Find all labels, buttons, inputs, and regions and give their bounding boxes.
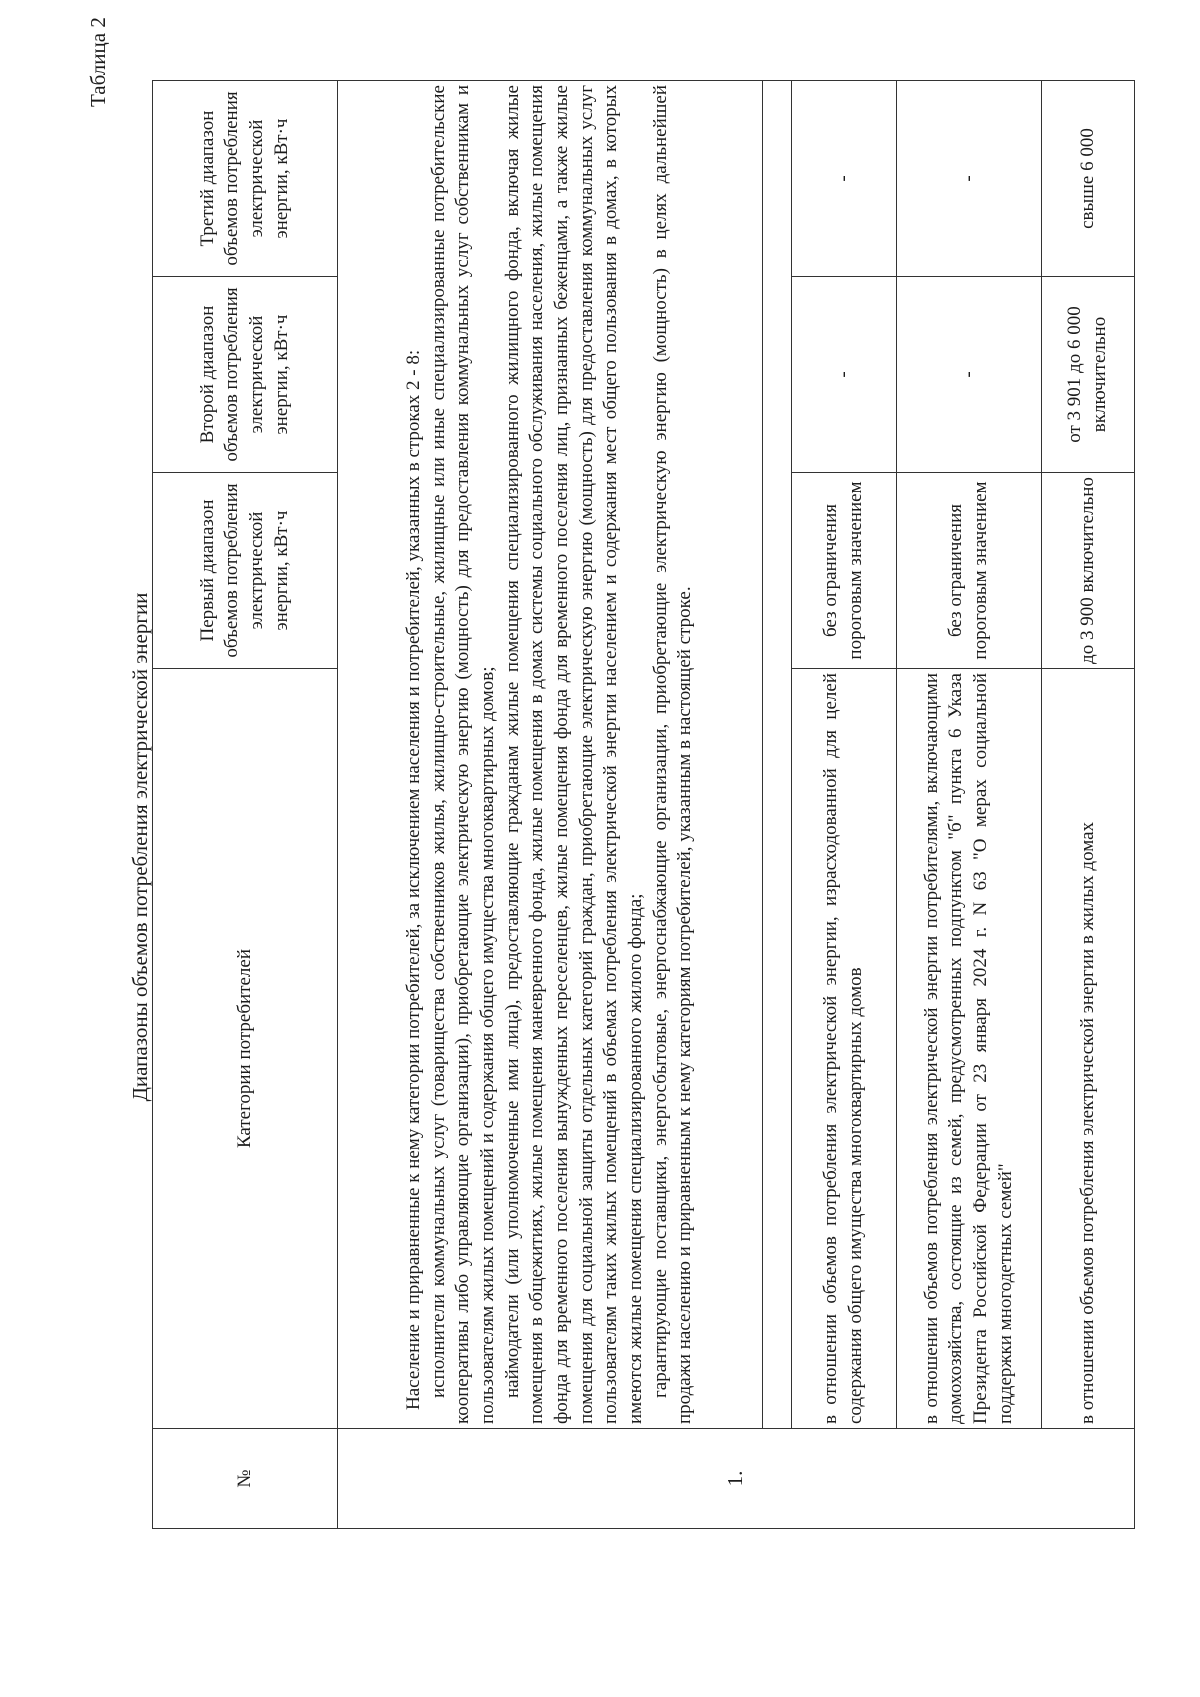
range-1-value: без ограничения пороговым значением <box>792 473 897 669</box>
subcategory-text: в отношении объемов потребления электрической энергии потребителями, включающими домохозяйства, состоящие из семей, предусмотренных подпунктом "б" пункта 6 Указа Президента Российской Федерации от 23 января 2024 г. N 63 "О мерах социальной поддержки многодетных семей" <box>897 669 1042 1429</box>
category-description <box>338 81 763 1429</box>
header-row <box>153 81 338 1529</box>
range-2-value: - <box>792 277 897 473</box>
range-3-value: - <box>792 81 897 277</box>
range-3-value: свыше 6 000 <box>1042 81 1135 277</box>
range-1-value: без ограничения пороговым значением <box>897 473 1042 669</box>
header-range-1: Первый диапазон объемов потребления электрической энергии, кВт·ч <box>153 473 338 669</box>
spacer-cell <box>763 81 792 1429</box>
range-2-value: от 3 901 до 6 000 включительно <box>1042 277 1135 473</box>
category-paragraph: наймодатели (или уполномоченные ими лица), предоставляющие гражданам жилые помещения специализированного жилищного фонда, включая жилые помещения в общежитиях, жилые помещения маневренного фонда, жилые помещения в домах системы социального обслуживания населения, жилые помещения фонда для временного поселения вынужденных переселенцев, жилые помещения фонда для временного поселения лиц, признанных беженцами, а также жилые помещения для социальной защиты отдельных категорий граждан, приобретающие электрическую энергию (мощность) для предоставления коммунальных услуг пользователям таких жилых помещений в объемах потребления электрической энергии населением и содержания мест общего пользования в домах, в которых имеются жилые помещения специализированного жилого фонда; <box>501 85 647 1424</box>
table-title: Диапазоны объемов потребления электрической энергии <box>128 592 152 1102</box>
range-3-value: - <box>897 81 1042 277</box>
range-2-value: - <box>897 277 1042 473</box>
table-label: Таблица 2 <box>86 17 110 107</box>
header-number: № <box>153 1429 338 1529</box>
subcategory-text: в отношении объемов потребления электрической энергии, израсходованной для целей содержания общего имущества многоквартирных домов <box>792 669 897 1429</box>
header-category: Категории потребителей <box>153 669 338 1429</box>
category-paragraph: исполнители коммунальных услуг (товарищества собственников жилья, жилищно-строительные, жилищные или иные специализированные потребительские кооперативы либо управляющие организации), приобретающие электрическую энергию (мощность) для предоставления коммунальных услуг собственникам и пользователям жилых помещений и содержания общего имущества многоквартирных домов; <box>427 85 498 1424</box>
consumption-ranges-table <box>152 80 1135 1529</box>
table-row <box>338 81 763 1529</box>
table-row <box>792 81 897 1529</box>
row-number: 1. <box>338 1429 1135 1529</box>
spacer-row <box>763 81 792 1529</box>
table-row <box>1042 81 1135 1529</box>
header-range-2: Второй диапазон объемов потребления электрической энергии, кВт·ч <box>153 277 338 473</box>
header-range-3: Третий диапазон объемов потребления электрической энергии, кВт·ч <box>153 81 338 277</box>
category-paragraph: Население и приравненные к нему категории потребителей, за исключением населения и потребителей, указанных в строках 2 - 8: <box>402 349 424 1410</box>
table-row <box>897 81 1042 1529</box>
range-1-value: до 3 900 включительно <box>1042 473 1135 669</box>
subcategory-text: в отношении объемов потребления электрической энергии в жилых домах <box>1042 669 1135 1429</box>
category-paragraph: гарантирующие поставщики, энергосбытовые, энергоснабжающие организации, приобретающие электрическую энергию (мощность) в целях дальнейшей продажи населению и приравненным к нему категориям потребителей, указанным в настоящей строке. <box>649 85 696 1424</box>
